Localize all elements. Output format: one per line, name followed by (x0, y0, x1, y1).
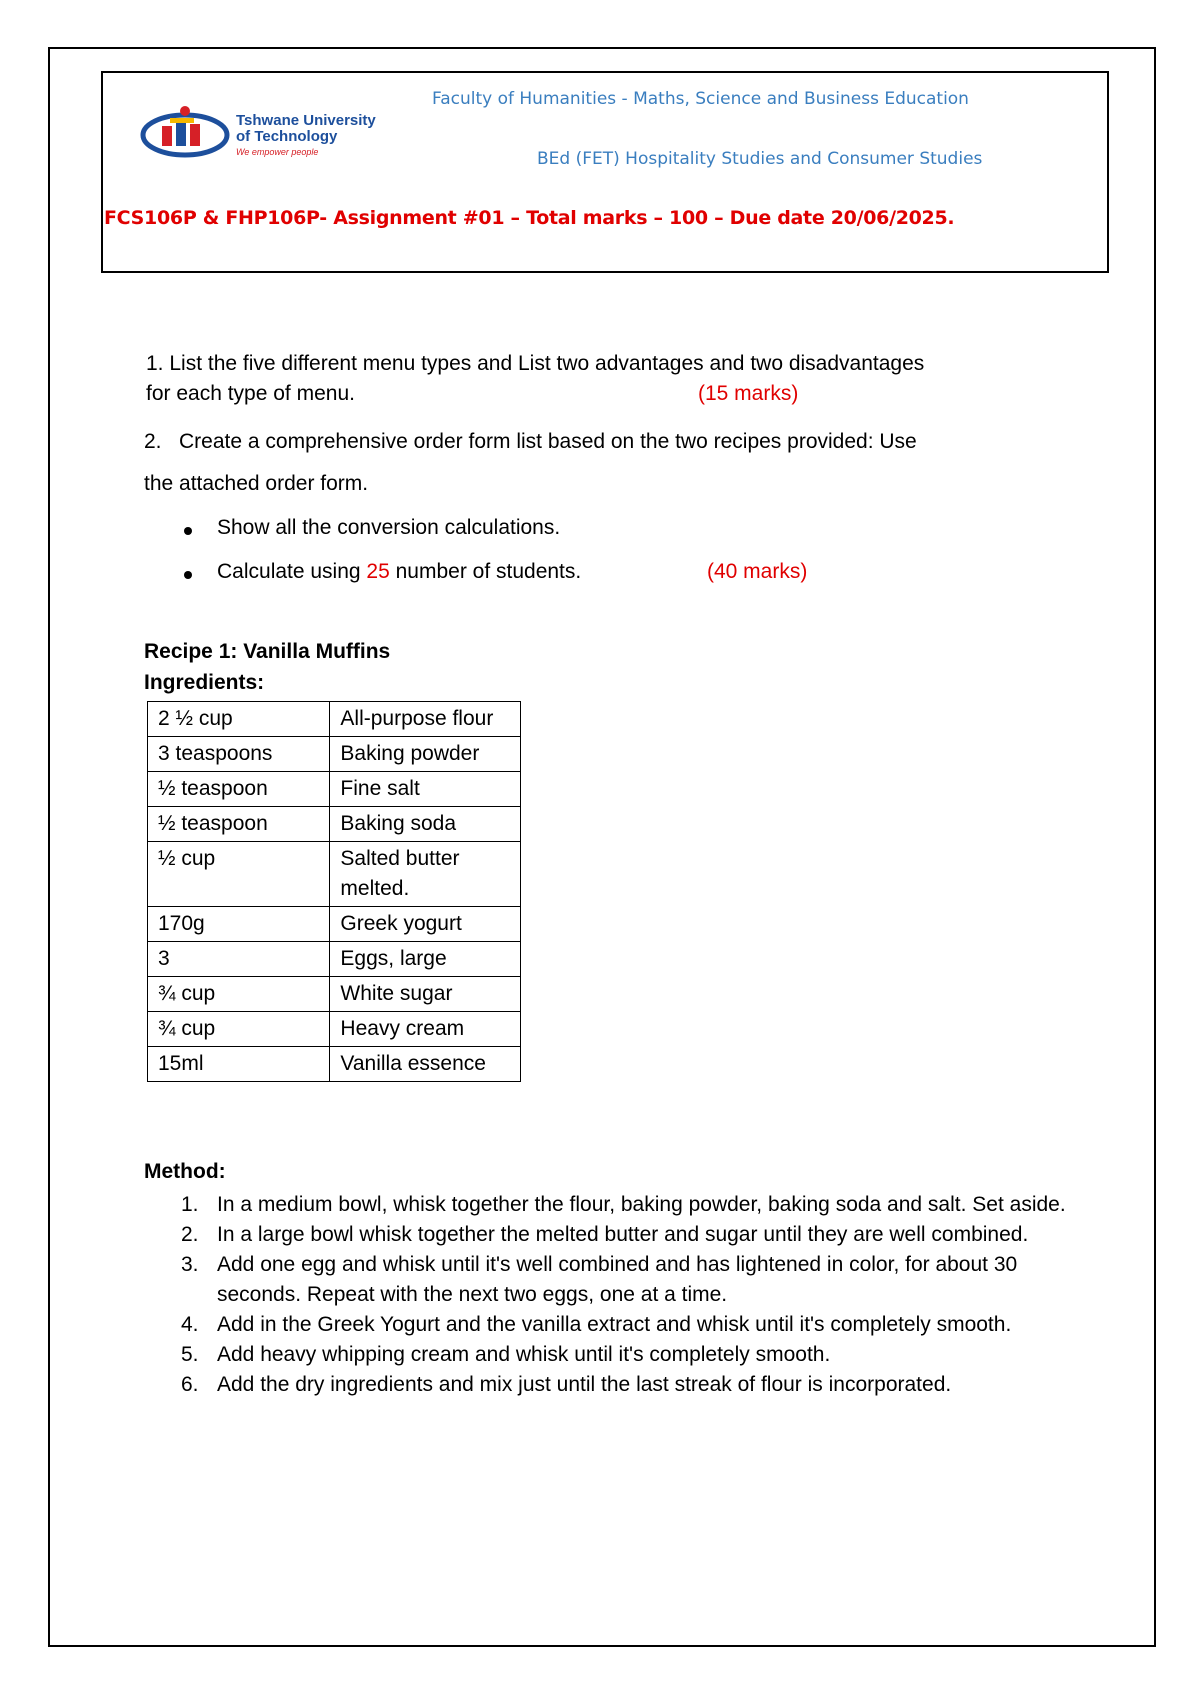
question-2-bullet-1: Show all the conversion calculations. (217, 516, 561, 539)
question-1-marks: (15 marks) (698, 382, 799, 405)
tut-logo (140, 104, 440, 164)
ingredient-qty: ½ teaspoon (148, 772, 330, 807)
method-step (144, 1340, 1074, 1370)
ingredient-item: Heavy cream (330, 1012, 521, 1047)
logo-name-line1: Tshwane University (236, 112, 376, 129)
bullet-icon (184, 571, 192, 579)
step-text: Add one egg and whisk until it's well combined and has lightened in color, for about 30 seconds. Repeat with the next two eggs, one at a time. (217, 1253, 1018, 1306)
ingredient-item: Salted butter melted. (330, 842, 521, 907)
step-number: 3. (181, 1253, 199, 1276)
ingredient-qty: 3 (148, 942, 330, 977)
student-count: 25 (366, 560, 390, 583)
step-number: 4. (181, 1313, 199, 1336)
bullet-icon (184, 527, 192, 535)
question-2-bullet-2 (217, 557, 581, 587)
ingredient-item: All-purpose flour (330, 702, 521, 737)
method-step (144, 1220, 1074, 1250)
table-row (148, 977, 521, 1012)
logo-tagline: We empower people (236, 147, 319, 157)
bullet-2-prefix: Calculate using (217, 560, 367, 583)
faculty-line: Faculty of Humanities - Maths, Science and Business Education (432, 89, 969, 109)
ingredient-item: White sugar (330, 977, 521, 1012)
question-2-line2: the attached order form. (144, 472, 369, 495)
method-step (144, 1250, 1074, 1310)
ingredient-qty: ½ cup (148, 842, 330, 907)
ingredient-item: Vanilla essence (330, 1047, 521, 1082)
question-2-line1: 2. Create a comprehensive order form list based on the two recipes provided: Use (144, 430, 917, 453)
method-label: Method: (144, 1160, 226, 1183)
ingredient-item: Fine salt (330, 772, 521, 807)
logo-name-line2: of Technology (236, 128, 338, 145)
step-number: 6. (181, 1373, 199, 1396)
ingredient-item: Baking powder (330, 737, 521, 772)
table-row (148, 772, 521, 807)
step-text: Add in the Greek Yogurt and the vanilla extract and whisk until it's completely smooth. (217, 1313, 1012, 1336)
step-text: In a medium bowl, whisk together the flour, baking powder, baking soda and salt. Set aside. (217, 1193, 1066, 1216)
bullet-2-suffix: number of students. (389, 560, 582, 583)
logo-block-left (162, 126, 172, 146)
table-row (148, 737, 521, 772)
ingredient-item: Greek yogurt (330, 907, 521, 942)
logo-bar (170, 118, 194, 123)
table-row (148, 1012, 521, 1047)
step-number: 1. (181, 1193, 199, 1216)
ingredient-qty: ¾ cup (148, 1012, 330, 1047)
table-row (148, 942, 521, 977)
method-step (144, 1370, 1074, 1400)
ingredient-qty: ½ teaspoon (148, 807, 330, 842)
ingredient-item: Eggs, large (330, 942, 521, 977)
question-1-line1: 1. List the five different menu types and List two advantages and two disadvantages (146, 352, 925, 375)
ingredients-label: Ingredients: (144, 671, 265, 694)
step-text: In a large bowl whisk together the melted butter and sugar until they are well combined. (217, 1223, 1029, 1246)
method-list (144, 1190, 1074, 1400)
ingredient-qty: 15ml (148, 1047, 330, 1082)
table-row (148, 702, 521, 737)
programme-line: BEd (FET) Hospitality Studies and Consumer Studies (537, 149, 983, 169)
step-text: Add the dry ingredients and mix just until the last streak of flour is incorporated. (217, 1373, 952, 1396)
method-step (144, 1310, 1074, 1340)
ingredient-qty: 2 ½ cup (148, 702, 330, 737)
question-1-line2: for each type of menu. (146, 382, 355, 405)
ingredient-qty: ¾ cup (148, 977, 330, 1012)
table-row (148, 907, 521, 942)
ingredient-qty: 170g (148, 907, 330, 942)
method-step (144, 1190, 1074, 1220)
table-row (148, 842, 521, 907)
ingredient-item: Baking soda (330, 807, 521, 842)
question-2-marks: (40 marks) (707, 560, 808, 583)
table-row (148, 1047, 521, 1082)
recipe-title: Recipe 1: Vanilla Muffins (144, 640, 391, 663)
logo-block-right (190, 124, 200, 146)
step-number: 5. (181, 1343, 199, 1366)
logo-head-icon (180, 106, 190, 116)
step-text: Add heavy whipping cream and whisk until it's completely smooth. (217, 1343, 831, 1366)
logo-block-center (176, 120, 186, 146)
step-number: 2. (181, 1223, 199, 1246)
table-row (148, 807, 521, 842)
assignment-title: FCS106P & FHP106P- Assignment #01 – Total marks – 100 – Due date 20/06/2025. (104, 207, 955, 229)
ingredient-qty: 3 teaspoons (148, 737, 330, 772)
ingredients-table (147, 701, 521, 1082)
